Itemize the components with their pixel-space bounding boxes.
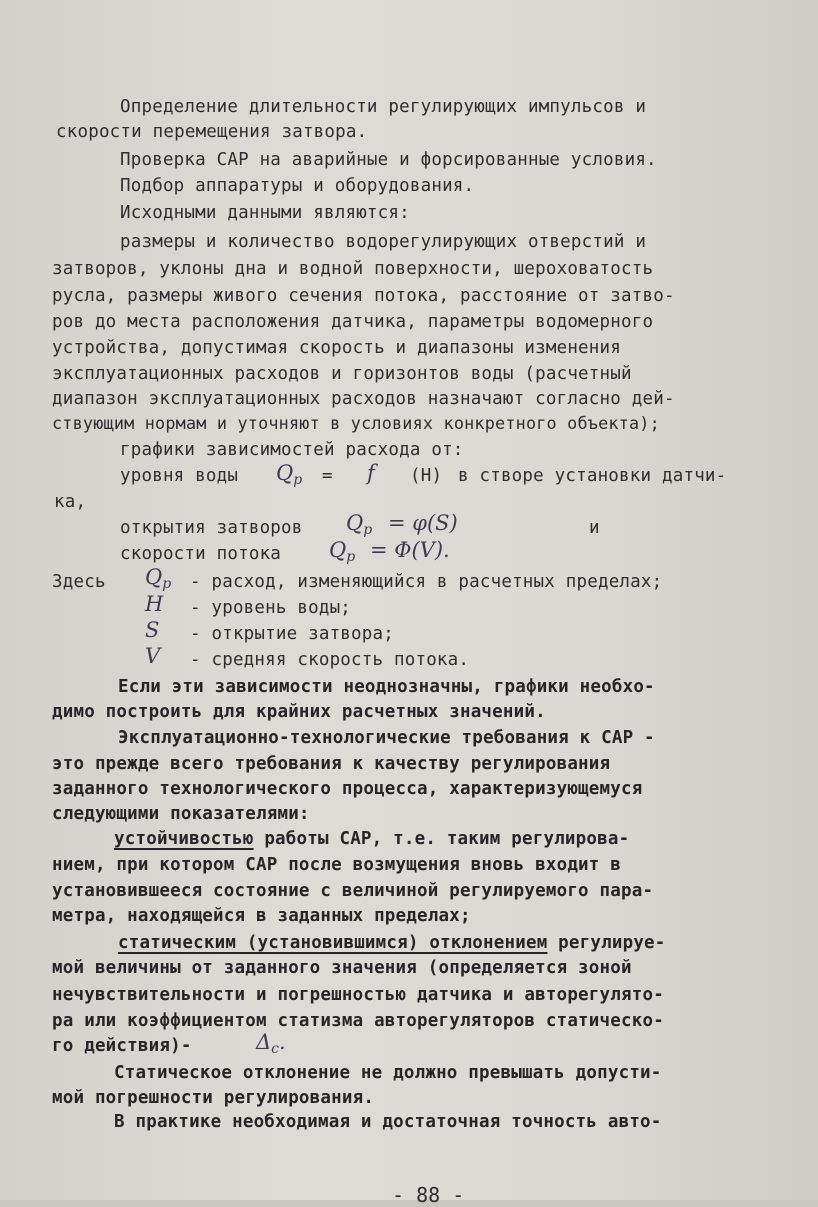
def-text: - открытие затвора; — [190, 624, 394, 644]
text-line: В практике необходимая и достаточная точность авто- — [114, 1112, 662, 1132]
formula-expression: = φ(S) — [388, 511, 458, 535]
def-symbol: H — [145, 592, 164, 616]
text-line: эксплуатационных расходов и горизонтов воды (расчетный — [52, 364, 632, 384]
text-line: Исходными данными являются: — [120, 203, 410, 223]
formula-arg: (H) — [410, 466, 443, 486]
formula-expression: = Φ(V). — [370, 538, 450, 562]
text-line: ров до места расположения датчика, параметры водомерного — [52, 312, 654, 332]
text-line: Статическое отклонение не должно превышать допусти- — [114, 1063, 662, 1083]
formula-function: f — [367, 461, 375, 485]
formula-symbol: $Q_р$ — [329, 538, 356, 565]
def-symbol: V — [145, 644, 161, 668]
formula-symbol: $Q_р$ — [346, 511, 373, 538]
text-line: нием, при котором САР после возмущения вновь входит в — [52, 855, 622, 875]
text-line: го действия)- — [52, 1036, 192, 1056]
text-line: статическим (установившимся) отклонением регулируе- — [118, 933, 666, 953]
text-line: нечувствительности и погрешностью датчика и авторегулято- — [52, 985, 664, 1005]
formula-and: и — [589, 518, 600, 538]
text-line: заданного технологического процесса, характеризующемуся — [52, 779, 643, 799]
formula-label: скорости потока — [120, 544, 282, 564]
text-line: мой погрешности регулирования. — [52, 1088, 375, 1108]
term-underlined: устойчивостью — [114, 829, 254, 849]
page-number: - 88 - — [392, 1183, 465, 1207]
text-line: Подбор аппаратуры и оборудования. — [120, 176, 475, 196]
text-line: установившееся состояние с величиной регулируемого пара- — [52, 881, 654, 901]
term-underlined: статическим (установившимся) отклонением — [118, 933, 548, 953]
text-line: в створе установки датчи- — [458, 466, 727, 486]
text-line: димо построить для крайних расчетных значений. — [52, 702, 546, 722]
text-line: Эксплуатационно-технологические требования к САР - — [118, 728, 655, 748]
def-text: - уровень воды; — [190, 598, 352, 618]
text-line: метра, находящейся в заданных пределах; — [52, 906, 471, 926]
text-line: диапазон эксплуатационных расходов назначают согласно дей- — [52, 389, 675, 409]
text-line: скорости перемещения затвора. — [56, 122, 368, 142]
text-line: размеры и количество водорегулирующих отверстий и — [120, 232, 647, 252]
formula-label: уровня воды — [120, 466, 239, 486]
text-line: затворов, уклоны дна и водной поверхности, шероховатость — [52, 259, 654, 279]
text-line: ствующим нормам и уточняют в условиях конкретного объекта); — [52, 413, 660, 433]
text-line: ра или коэффициентом статизма авторегуляторов статическо- — [52, 1011, 664, 1031]
text-line: графики зависимостей расхода от: — [120, 440, 464, 460]
formula-symbol: $Q_р$ — [276, 461, 303, 488]
def-text: - средняя скорость потока. — [190, 650, 470, 670]
text-line: Если эти зависимости неоднозначны, графики необхо- — [118, 677, 655, 697]
def-symbol: $Q_р$ — [145, 565, 172, 592]
formula-label: открытия затворов — [120, 518, 303, 538]
text-line: русла, размеры живого сечения потока, расстояние от затво- — [52, 286, 675, 306]
text-line: это прежде всего требования к качеству регулирования — [52, 754, 611, 774]
text-line: Определение длительности регулирующих импульсов и — [120, 97, 647, 117]
formula-eq: = — [322, 466, 333, 486]
text-line: устойчивостью работы САР, т.е. таким регулирова- — [114, 829, 630, 849]
definitions-lead: Здесь — [52, 572, 106, 592]
delta-symbol: $\Delta_с$. — [256, 1030, 286, 1057]
def-text: - расход, изменяющийся в расчетных пределах; — [190, 572, 663, 592]
text-line: следующими показателями: — [52, 804, 310, 824]
text-line: ка, — [54, 492, 87, 512]
text-line: мой величины от заданного значения (определяется зоной — [52, 958, 632, 978]
def-symbol: S — [145, 618, 160, 642]
text-line: Проверка САР на аварийные и форсированные условия. — [120, 150, 657, 170]
text-line: устройства, допустимая скорость и диапазоны изменения — [52, 338, 622, 358]
